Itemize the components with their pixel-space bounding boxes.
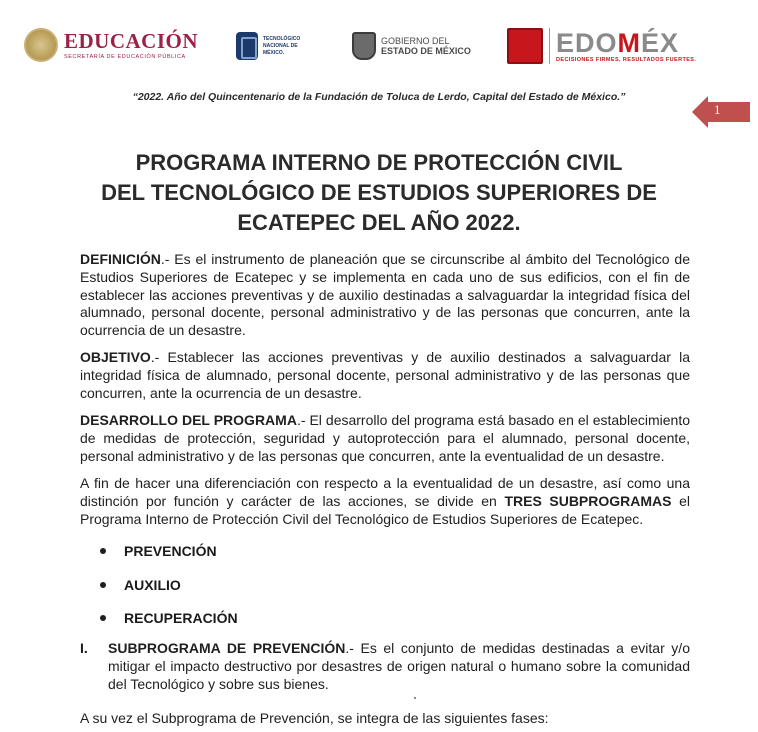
state-shield-icon	[352, 32, 376, 60]
title-line-2: DEL TECNOLÓGICO DE ESTUDIOS SUPERIORES DE	[101, 180, 657, 205]
fases-intro: A su vez el Subprograma de Prevención, se integra de las siguientes fases:	[80, 710, 549, 726]
scan-speck	[414, 697, 416, 699]
edomex-wordmark: EDOMÉX	[556, 28, 680, 58]
gobierno-logo	[352, 32, 471, 60]
gobierno-line2: ESTADO DE MÉXICO	[381, 46, 471, 56]
diferenciacion-paragraph: A fin de hacer una diferenciación con respecto a la eventualidad de un desastre, así como una distinción por función y carácter de las acciones, se divide en TRES SUBPROGRAMAS el Programa Interno de Protección Civil del Tecnológico de Estudios Superiores de Ecatepec.	[80, 475, 690, 527]
arrow-left-icon	[692, 96, 750, 128]
document-title	[0, 148, 758, 238]
desarrollo-paragraph: DESARROLLO DEL PROGRAMA.- El desarrollo del programa está basado en el establecimiento de medidas de protección, seguridad y autoprotección para el alumnado, personal docente, personal administrativo y de las personas que concurren, ante la eventualidad de un desastre.	[80, 412, 690, 464]
subprograma-prevencion-paragraph: SUBPROGRAMA DE PREVENCIÓN.- Es el conjunto de medidas destinadas a evitar y/o mitigar el impacto destructivo por desastres de origen natural o humano sobre la comunidad del Tecnológico y sobre sus bienes.	[108, 640, 690, 692]
page-number: 1	[714, 102, 721, 117]
objetivo-paragraph: OBJETIVO.- Establecer las acciones preventivas y de auxilio destinados a salvaguardar la integridad física de alumnado, personal docente, personal administrativo y de las personas que concurren, ante la ocurrencia de un desastre.	[80, 349, 690, 401]
tecnm-line1: TECNOLÓGICO	[263, 35, 301, 42]
subprogram-item-recuperacion: RECUPERACIÓN	[100, 610, 238, 626]
educacion-subtitle: SECRETARÍA DE EDUCACIÓN PÚBLICA	[64, 54, 186, 60]
logo-divider	[549, 28, 550, 64]
educacion-wordmark: EDUCACIÓN	[64, 29, 199, 53]
title-line-3: ECATEPEC DEL AÑO 2022.	[237, 210, 521, 235]
gobierno-line1: GOBIERNO DEL	[381, 36, 450, 46]
subprogram-item-auxilio: AUXILIO	[100, 577, 181, 593]
edomex-slogan: DECISIONES FIRMES, RESULTADOS FUERTES.	[556, 57, 697, 63]
educacion-logo	[24, 28, 198, 62]
letterhead	[0, 22, 758, 72]
subprogram-item-prevencion: PREVENCIÓN	[100, 543, 217, 559]
tecnm-line2: NACIONAL DE MÉXICO.	[263, 42, 298, 56]
tecnm-logo	[236, 32, 319, 60]
edomex-logo	[507, 28, 696, 64]
tecnm-emblem-icon	[236, 32, 258, 60]
tese-seal-icon	[507, 28, 543, 64]
year-motto: “2022. Año del Quincentenario de la Fundación de Toluca de Lerdo, Capital del Estado de México.”	[132, 91, 626, 103]
page-number-badge	[692, 96, 750, 128]
title-line-1: PROGRAMA INTERNO DE PROTECCIÓN CIVIL	[135, 150, 623, 175]
definicion-paragraph: DEFINICIÓN.- Es el instrumento de planeación que se circunscribe al ámbito del Tecnológico de Estudios Superiores de Ecatepec y se implementa en cada uno de sus edificios, con el fin de establecer las acciones preventivas y de auxilio destinadas a salvaguardar la integridad física del alumnado, personal docente, personal administrativo y de las personas que concurren, ante la ocurrencia de un desastre.	[80, 251, 690, 339]
section-numeral: I.	[80, 640, 88, 656]
national-seal-icon	[24, 28, 58, 62]
